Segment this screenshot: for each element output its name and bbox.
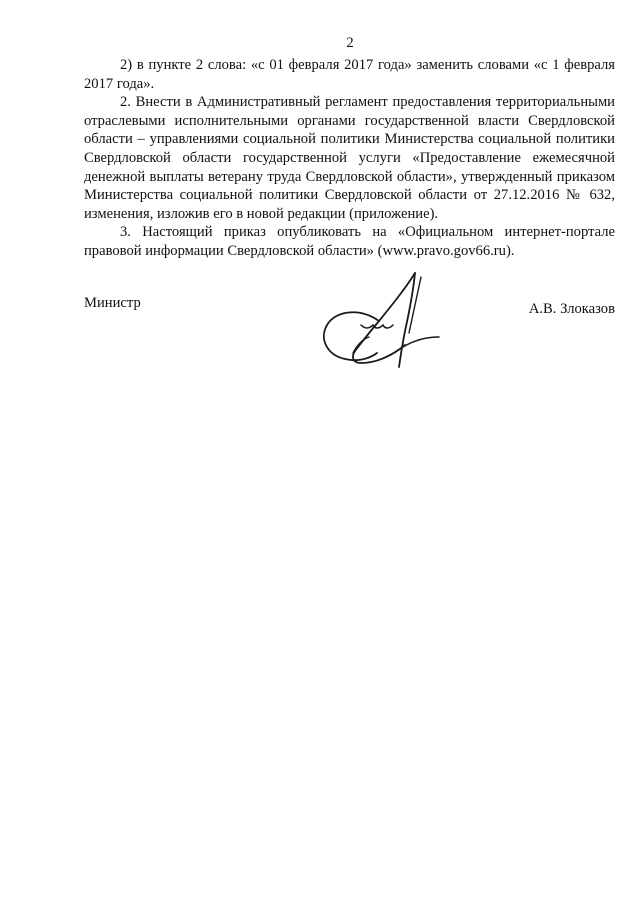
signatory-name: А.В. Злоказов [528,301,615,317]
signature-block [84,295,615,395]
paragraph-item-2: 2. Внести в Административный регламент предоставления территориальными отраслевыми исполнительными органами государственной власти Свердловской области – управлениями социальной политики Министерства социальной политики Свердловской области государственной услуги «Предоставление ежемесячной денежной выплаты ветерану труда Свердловской области», утвержденный приказом Министерства социальной политики Свердловской области от 27.12.2016 № 632, изменения, изложив его в новой редакции (приложение). [84,94,615,222]
signatory-title: Министр [84,295,141,311]
paragraph-item-3: 3. Настоящий приказ опубликовать на «Официальном интернет-портале правовой информации Свердловской области» (www.pravo.gov66.ru). [84,224,615,259]
document-body [84,56,615,261]
page-number: 2 [346,35,354,51]
paragraph-amendment-point-2: 2) в пункте 2 слова: «с 01 февраля 2017 года» заменить словами «с 1 февраля 2017 года». [84,57,615,92]
handwritten-signature [317,267,447,377]
